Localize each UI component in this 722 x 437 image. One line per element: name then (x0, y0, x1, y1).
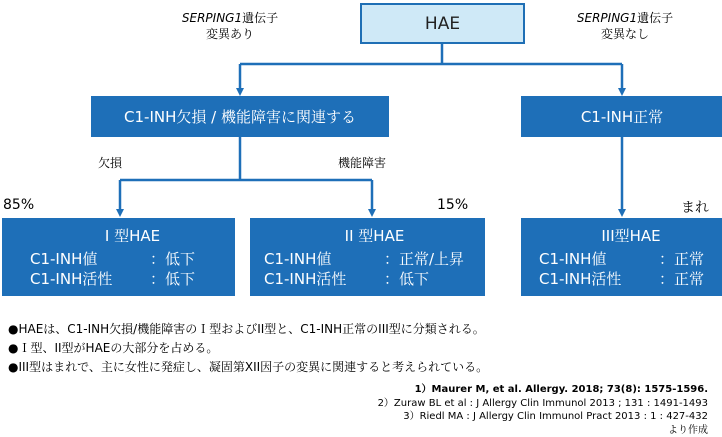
type2-row-level-value: ：正常/上昇 (384, 250, 465, 268)
type1-row-level-key: C1-INH値 (30, 250, 98, 268)
type3-row-activity (539, 269, 722, 289)
bullet-item: ●III型はまれで、主に女性に発症し、凝固第XII因子の変異に関連すると考えられている。 (8, 360, 489, 374)
type2-row-activity-key: C1-INH活性 (264, 270, 347, 288)
type3-title: III型HAE (601, 227, 661, 245)
sub-label-deficiency: 欠損 (98, 156, 123, 170)
percent-type2: 15% (437, 197, 469, 213)
type1-row-level (30, 249, 235, 269)
branch-left-line2: 変異あり (205, 27, 254, 41)
type1-title: I 型HAE (104, 227, 161, 245)
percent-type1: 85% (3, 197, 35, 213)
hae-root-label: HAE (424, 13, 461, 34)
sub-label-dysfunction: 機能障害 (338, 156, 387, 170)
type2-title: II 型HAE (344, 227, 405, 245)
type1-row-activity-value: ：低下 (150, 270, 196, 288)
type3-box (521, 218, 722, 296)
gene-suffix-right: 遺伝子 (637, 11, 674, 25)
summary-bullets (8, 320, 488, 377)
branch-left-label (160, 10, 300, 42)
percent-type3: まれ (681, 200, 709, 216)
gene-suffix-left: 遺伝子 (242, 11, 279, 25)
mid-right-box (521, 96, 722, 137)
mid-right-label: C1-INH正常 (580, 108, 664, 126)
gene-name-left: SERPING1 (181, 11, 243, 25)
type1-row-activity-key: C1-INH活性 (30, 270, 113, 288)
type3-row-level-key: C1-INH値 (539, 250, 607, 268)
type2-row-activity (264, 269, 485, 289)
type3-row-activity-key: C1-INH活性 (539, 270, 622, 288)
type3-row-level (539, 249, 722, 269)
bullet-item: ●HAEは、C1-INH欠損/機能障害のＩ型およびII型と、C1-INH正常のIII型に分類される。 (8, 322, 485, 336)
references (378, 383, 708, 437)
branch-right-label (555, 10, 695, 42)
reference-item: 1）Maurer M, et al. Allergy. 2018; 73(8): 1575-1596. (414, 384, 708, 395)
bullet-item: ●Ｉ型、II型がHAEの大部分を占める。 (8, 341, 219, 355)
type1-row-activity (30, 269, 235, 289)
type2-box (250, 218, 485, 296)
type3-row-activity-value: ：正常 (659, 270, 705, 288)
type2-row-activity-value: ：低下 (384, 270, 430, 288)
type1-box (2, 218, 235, 296)
reference-item: 2）Zuraw BL et al : J Allergy Clin Immunol 2013 ; 131 : 1491-1493 (377, 397, 708, 409)
reference-item: 3）Riedl MA : J Allergy Clin Immunol Pract 2013 : 1 : 427-432 (403, 411, 708, 422)
gene-name-right: SERPING1 (576, 11, 638, 25)
type2-row-level-key: C1-INH値 (264, 250, 332, 268)
mid-left-label: C1-INH欠損 / 機能障害に関連する (124, 108, 356, 126)
type2-row-level (264, 249, 485, 269)
branch-right-line2: 変異なし (600, 27, 649, 41)
hae-root-box (360, 3, 525, 44)
type3-row-level-value: ：正常 (659, 250, 705, 268)
mid-left-box (91, 96, 389, 137)
reference-source-note: より作成 (668, 424, 708, 436)
type1-row-level-value: ：低下 (150, 250, 196, 268)
